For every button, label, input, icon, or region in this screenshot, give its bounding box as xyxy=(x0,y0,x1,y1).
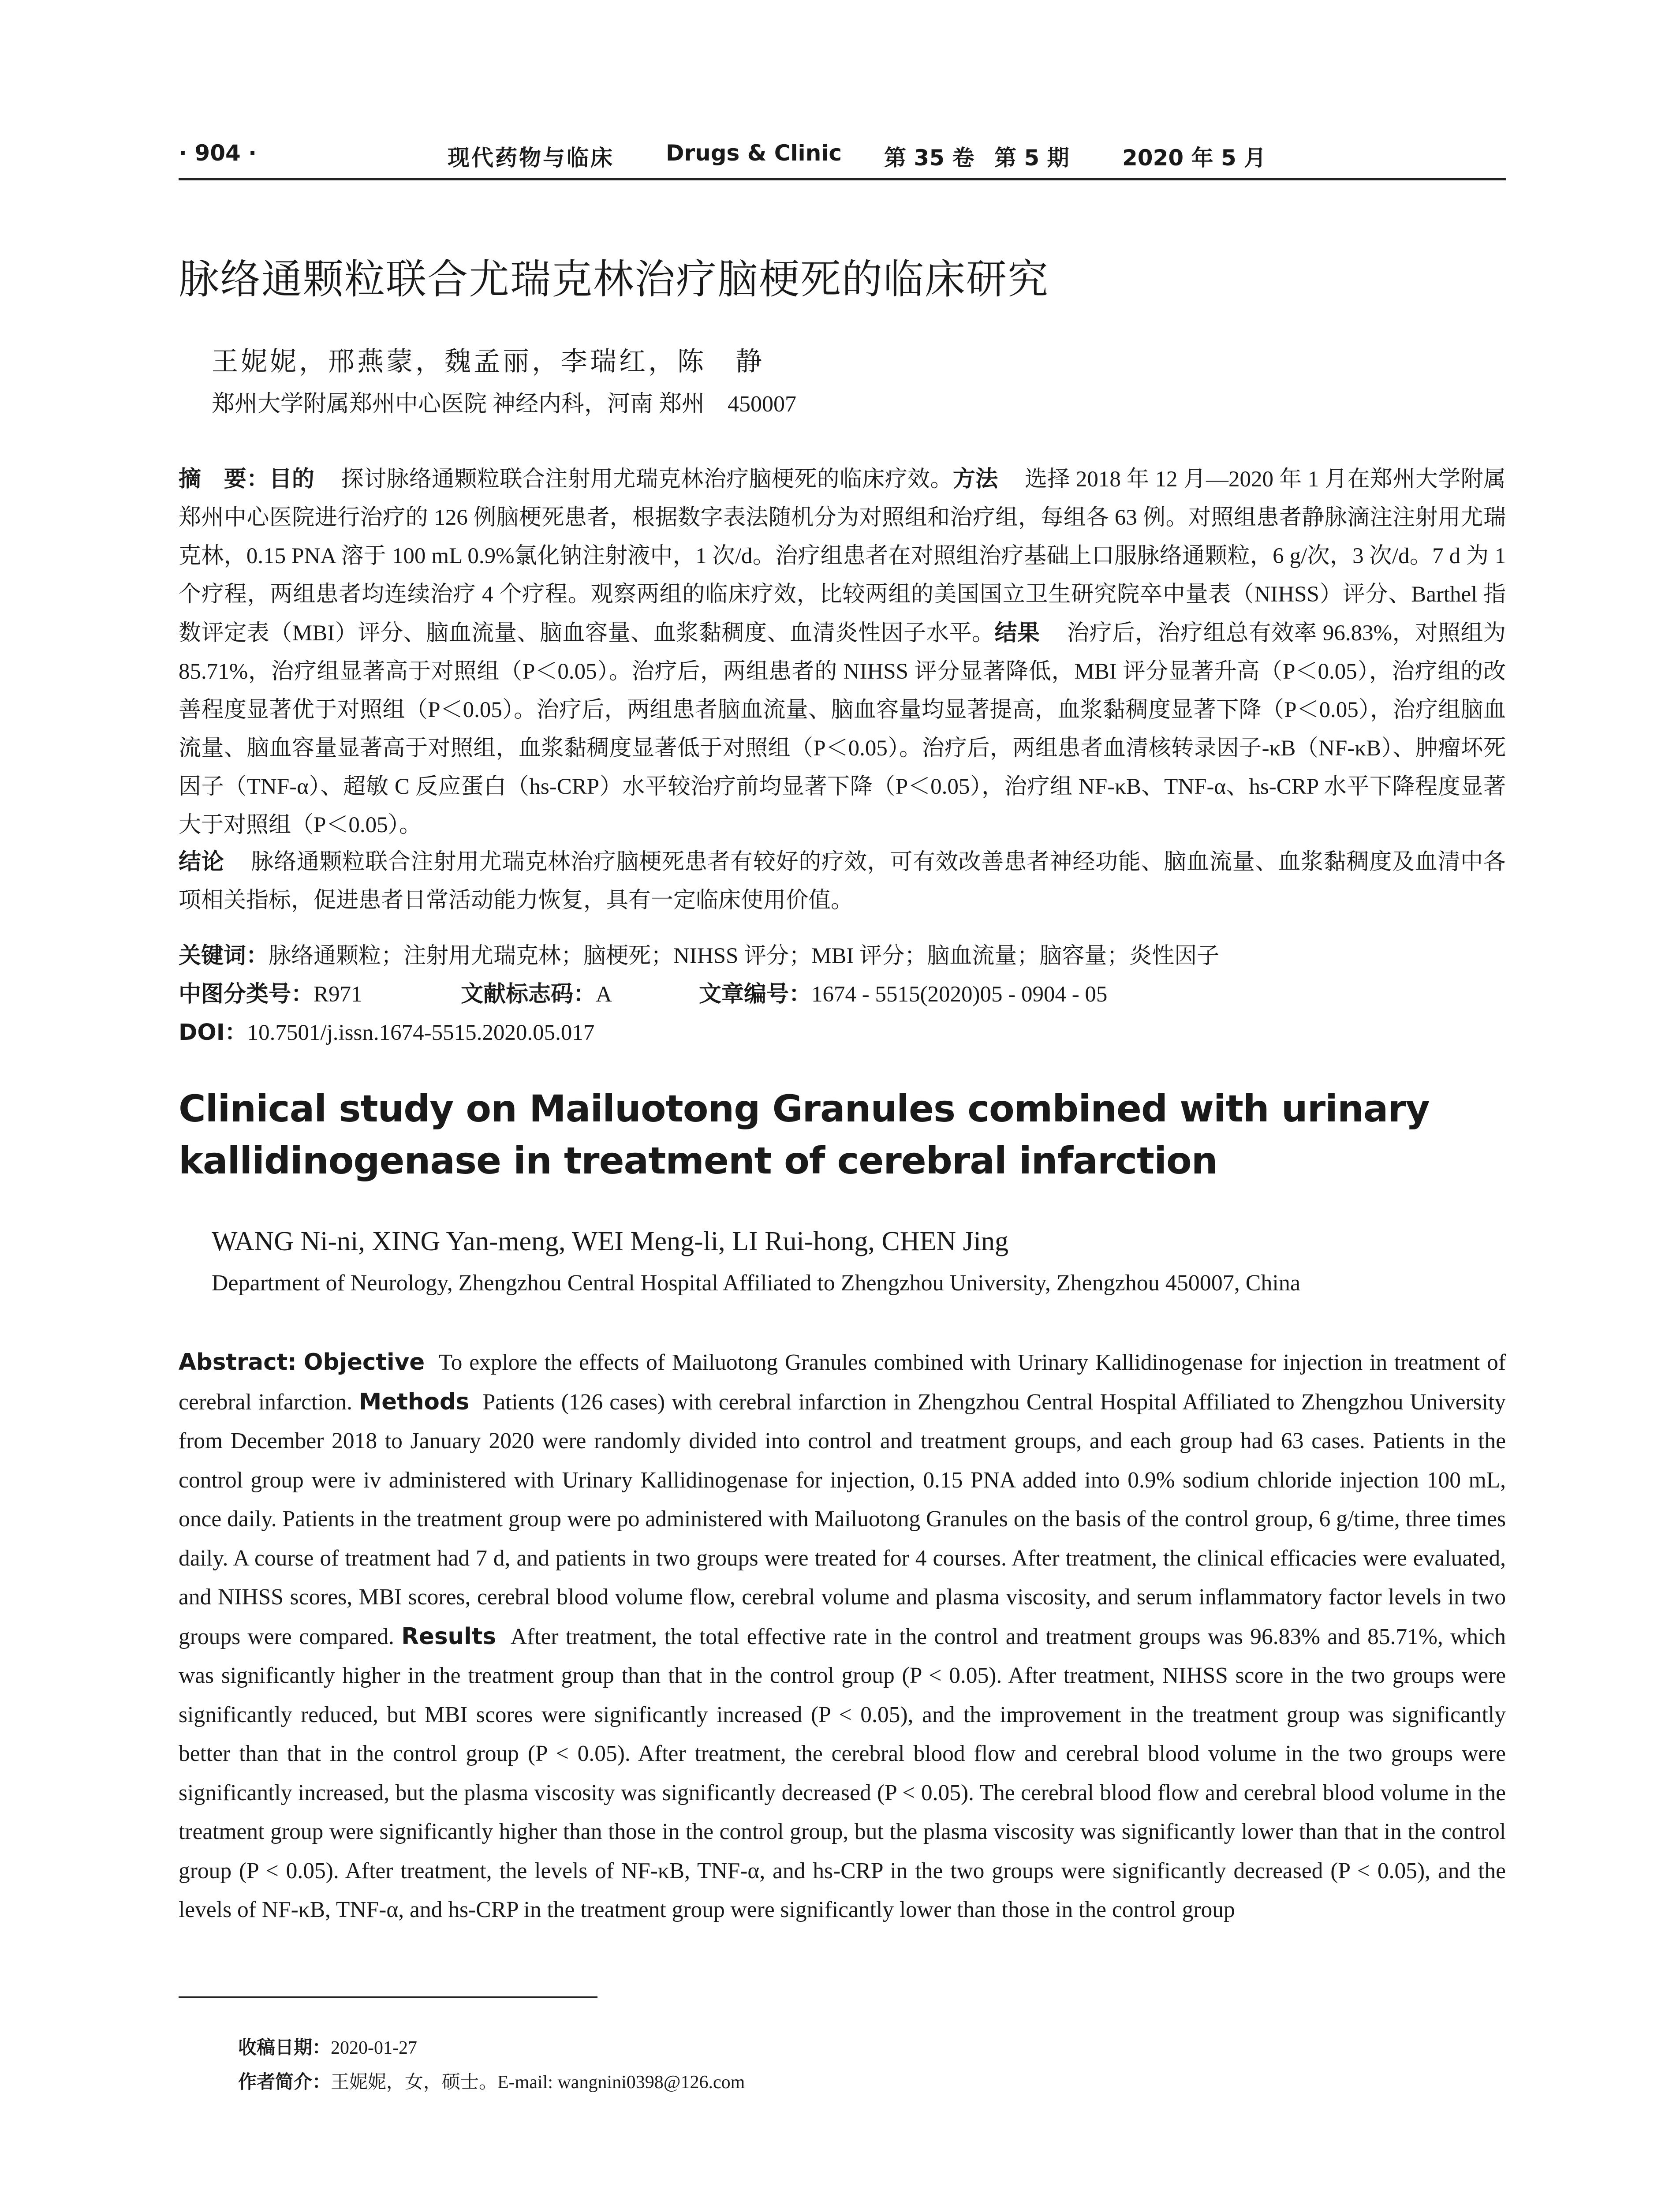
methods-label-cn: 方法 xyxy=(952,466,998,492)
header-rule xyxy=(179,178,1506,180)
journal-name-en: Drugs & Clinic xyxy=(666,140,842,166)
conclusion-label-cn: 结论 xyxy=(179,849,224,875)
doc-code-value: A xyxy=(596,982,612,1007)
results-text-en: After treatment, the total effective rate in the control and treatment groups was 96.83% and 85.71%, which was significantly higher in the treatment group than that in the control group (P < 0.05). After treatment, NIHSS score in the two groups were significantly reduced, but MBI scores were significantly increased (P < 0.05), and the improvement in the treatment group was significantly better than that in the control group (P < 0.05). After treatment, the cerebral blood flow and cerebral blood volume in the two groups were significantly increased, but the plasma viscosity was significantly decreased (P < 0.05). The cerebral blood flow and cerebral blood volume in the treatment group were significantly higher than those in the control group, but the plasma viscosity was significantly lower than that in the control group (P < 0.05). After treatment, the levels of NF-κB, TNF-α, and hs-CRP in the two groups were significantly decreased (P < 0.05), and the levels of NF-κB, TNF-α, and hs-CRP in the treatment group were significantly lower than those in the control group xyxy=(179,1624,1506,1922)
doc-code-label: 文献标志码： xyxy=(461,981,596,1007)
affiliation-en: Department of Neurology, Zhengzhou Central Hospital Affiliated to Zhengzhou University, Zhengzhou 450007, China xyxy=(212,1271,1300,1296)
page-number: · 904 · xyxy=(179,140,257,166)
doi-line xyxy=(179,1014,594,1046)
running-header xyxy=(179,140,1506,176)
results-label-cn: 结果 xyxy=(994,620,1040,646)
footnote-rule xyxy=(179,1996,597,1998)
article-no-value: 1674 - 5515(2020)05 - 0904 - 05 xyxy=(811,982,1108,1007)
author-bio-label: 作者简介： xyxy=(238,2071,331,2093)
results-text-cn: 治疗后，治疗组总有效率 96.83%，对照组为 85.71%，治疗组显著高于对照组（P＜0.05）。治疗后，两组患者的 NIHSS 评分显著降低，MBI 评分显著升高（P＜0.05），治疗组的改善程度显著优于对照组（P＜0.05）。治疗后，两组患者脑血流量、脑血容量均显著提高，血浆黏稠度显著下降（P＜0.05），治疗组脑血流量、脑血容量显著高于对照组，血浆黏稠度显著低于对照组（P＜0.05）。治疗后，两组患者血清核转录因子-κB（NF-κB）、肿瘤坏死因子（TNF-α）、超敏 C 反应蛋白（hs-CRP）水平较治疗前均显著下降（P＜0.05），治疗组 NF-κB、TNF-α、hs-CRP 水平下降程度显著大于对照组（P＜0.05）。 xyxy=(179,621,1506,837)
abstract-en xyxy=(179,1343,1506,1930)
methods-label-en: Methods xyxy=(359,1388,470,1415)
conclusion-text-cn: 脉络通颗粒联合注射用尤瑞克林治疗脑梗死患者有较好的疗效，可有效改善患者神经功能、脑血流量、血浆黏稠度及血清中各项相关指标，促进患者日常活动能力恢复，具有一定临床使用价值。 xyxy=(179,850,1506,913)
results-label-en: Results xyxy=(401,1623,497,1650)
received-label: 收稿日期： xyxy=(238,2037,331,2058)
conclusion-cn xyxy=(179,843,1506,920)
keywords-text: 脉络通颗粒；注射用尤瑞克林；脑梗死；NIHSS 评分；MBI 评分；脑血流量；脑容量；炎性因子 xyxy=(269,944,1220,968)
doi-label: DOI： xyxy=(179,1020,247,1046)
footnote-received xyxy=(238,2033,417,2059)
clc-value: R971 xyxy=(314,982,362,1007)
issue-date: 2020 年 5 月 xyxy=(1122,145,1266,171)
authors-en: WANG Ni-ni, XING Yan-meng, WEI Meng-li, LI Rui-hong, CHEN Jing xyxy=(212,1226,1009,1256)
objective-label-en: Objective xyxy=(303,1349,425,1375)
objective-text-en: To explore the effects of Mailuotong Granules combined with Urinary Kallidinogenase for injection in treatment of cerebral infarction. xyxy=(179,1350,1506,1415)
classification-line xyxy=(179,975,1107,1008)
title-cn: 脉络通颗粒联合尤瑞克林治疗脑梗死的临床研究 xyxy=(179,256,1049,303)
abstract-label-cn: 摘 要： xyxy=(179,466,269,492)
title-en: Clinical study on Mailuotong Granules combined with urinary kallidinogenase in treatment of cerebral infarction xyxy=(179,1087,1430,1182)
volume: 第 35 卷 xyxy=(884,145,974,171)
objective-text-cn: 探讨脉络通颗粒联合注射用尤瑞克林治疗脑梗死的临床疗效。 xyxy=(341,467,953,492)
author-bio-text: 王妮妮，女，硕士。E-mail: wangnini0398@126.com xyxy=(331,2072,745,2093)
keywords-label: 关键词： xyxy=(179,943,269,969)
abstract-cn xyxy=(179,460,1506,845)
article-no-label: 文章编号： xyxy=(699,981,812,1007)
journal-name-cn: 现代药物与临床 xyxy=(448,146,614,170)
abstract-label-en: Abstract: xyxy=(179,1349,297,1375)
received-date: 2020-01-27 xyxy=(331,2038,417,2058)
footnote-author-bio xyxy=(238,2067,745,2094)
methods-text-cn: 选择 2018 年 12 月—2020 年 1 月在郑州大学附属郑州中心医院进行治疗的 126 例脑梗死患者，根据数字表法随机分为对照组和治疗组，每组各 63 例。对照组患者静脉滴注注射用尤瑞克林，0.15 PNA 溶于 100 mL 0.9%氯化钠注射液中，1 次/d。治疗组患者在对照组治疗基础上口服脉络通颗粒，6 g/次，3 次/d。7 d 为 1 个疗程，两组患者均连续治疗 4 个疗程。观察两组的临床疗效，比较两组的美国国立卫生研究院卒中量表（NIHSS）评分、Barthel 指数评定表（MBI）评分、脑血流量、脑血容量、血浆黏稠度、血清炎性因子水平。 xyxy=(179,467,1506,646)
objective-label-cn: 目的 xyxy=(269,466,315,492)
issue: 第 5 期 xyxy=(994,145,1069,171)
methods-text-en: Patients (126 cases) with cerebral infarction in Zhengzhou Central Hospital Affiliated to Zhengzhou University from December 2018 to January 2020 were randomly divided into control and treatment groups, and each group had 63 cases. Patients in the control group were iv administered with Urinary Kallidinogenase for injection, 0.15 PNA added into 0.9% sodium chloride injection 100 mL, once daily. Patients in the treatment group were po administered with Mailuotong Granules on the basis of the control group, 6 g/time, three times daily. A course of treatment had 7 d, and patients in two groups were treated for 4 courses. After treatment, the clinical efficacies were evaluated, and NIHSS scores, MBI scores, cerebral blood volume flow, cerebral volume and plasma viscosity, and serum inflammatory factor levels in two groups were compared. xyxy=(179,1389,1506,1649)
clc-label: 中图分类号： xyxy=(179,981,314,1007)
keywords-cn xyxy=(179,937,1219,970)
authors-cn: 王妮妮，邢燕蒙，魏孟丽，李瑞红，陈 静 xyxy=(212,347,765,376)
doi-value: 10.7501/j.issn.1674-5515.2020.05.017 xyxy=(247,1020,595,1045)
affiliation-cn: 郑州大学附属郑州中心医院 神经内科，河南 郑州 450007 xyxy=(212,392,797,417)
